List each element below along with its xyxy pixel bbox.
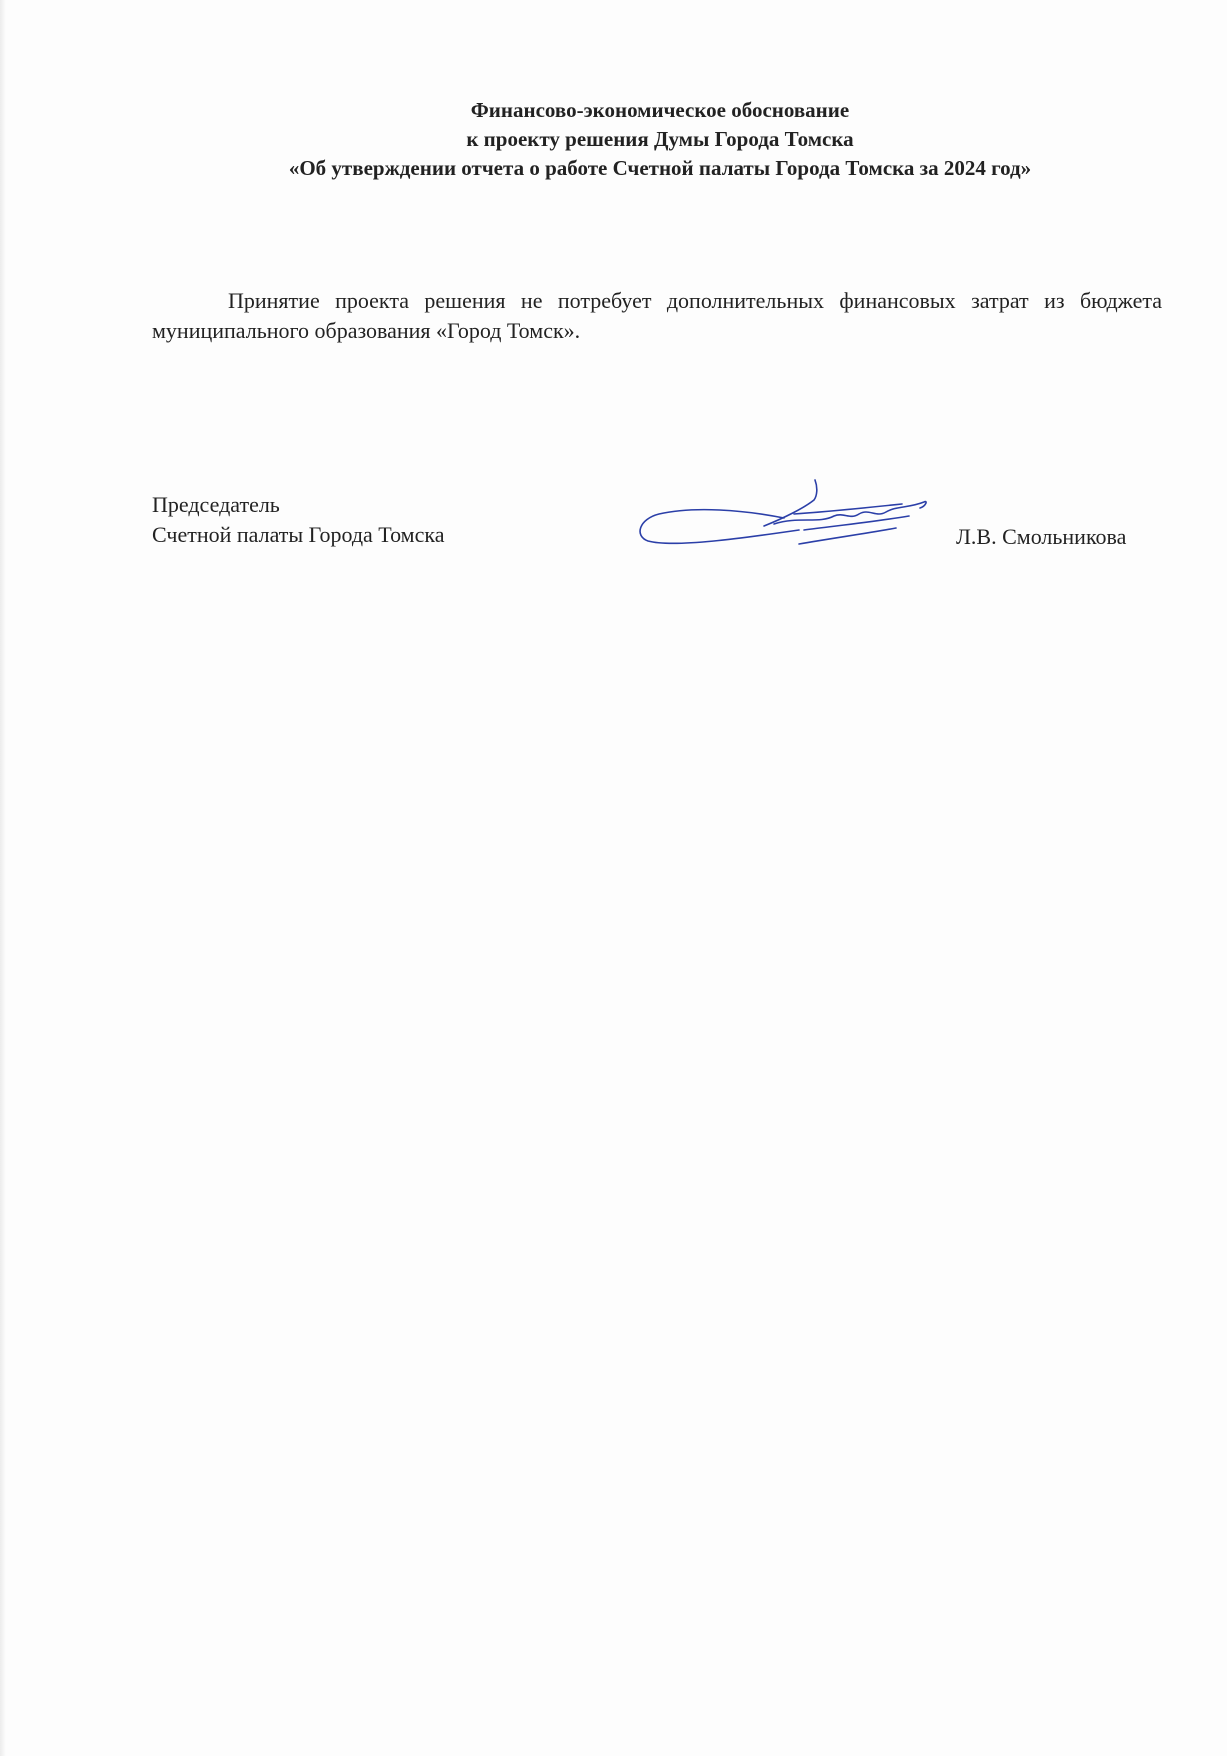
signer-name: Л.В. Смольникова	[956, 524, 1127, 549]
title-line-2: к проекту решения Думы Города Томска	[466, 127, 854, 151]
document-title	[120, 96, 1200, 183]
title-line-3: «Об утверждении отчета о работе Счетной палаты Города Томска за 2024 год»	[288, 156, 1032, 180]
signature-image	[634, 478, 934, 558]
title-line-1: Финансово-экономическое обоснование	[470, 98, 850, 122]
body-paragraph: Принятие проекта решения не потребует дополнительных финансовых затрат из бюджета муниципального образования «Город Томск».	[152, 288, 1162, 343]
signer-position-line-2: Счетной палаты Города Томска	[152, 522, 445, 547]
scan-edge-shadow	[0, 0, 6, 1756]
signer-position-line-1: Председатель	[152, 492, 280, 517]
signer-position	[152, 490, 444, 550]
